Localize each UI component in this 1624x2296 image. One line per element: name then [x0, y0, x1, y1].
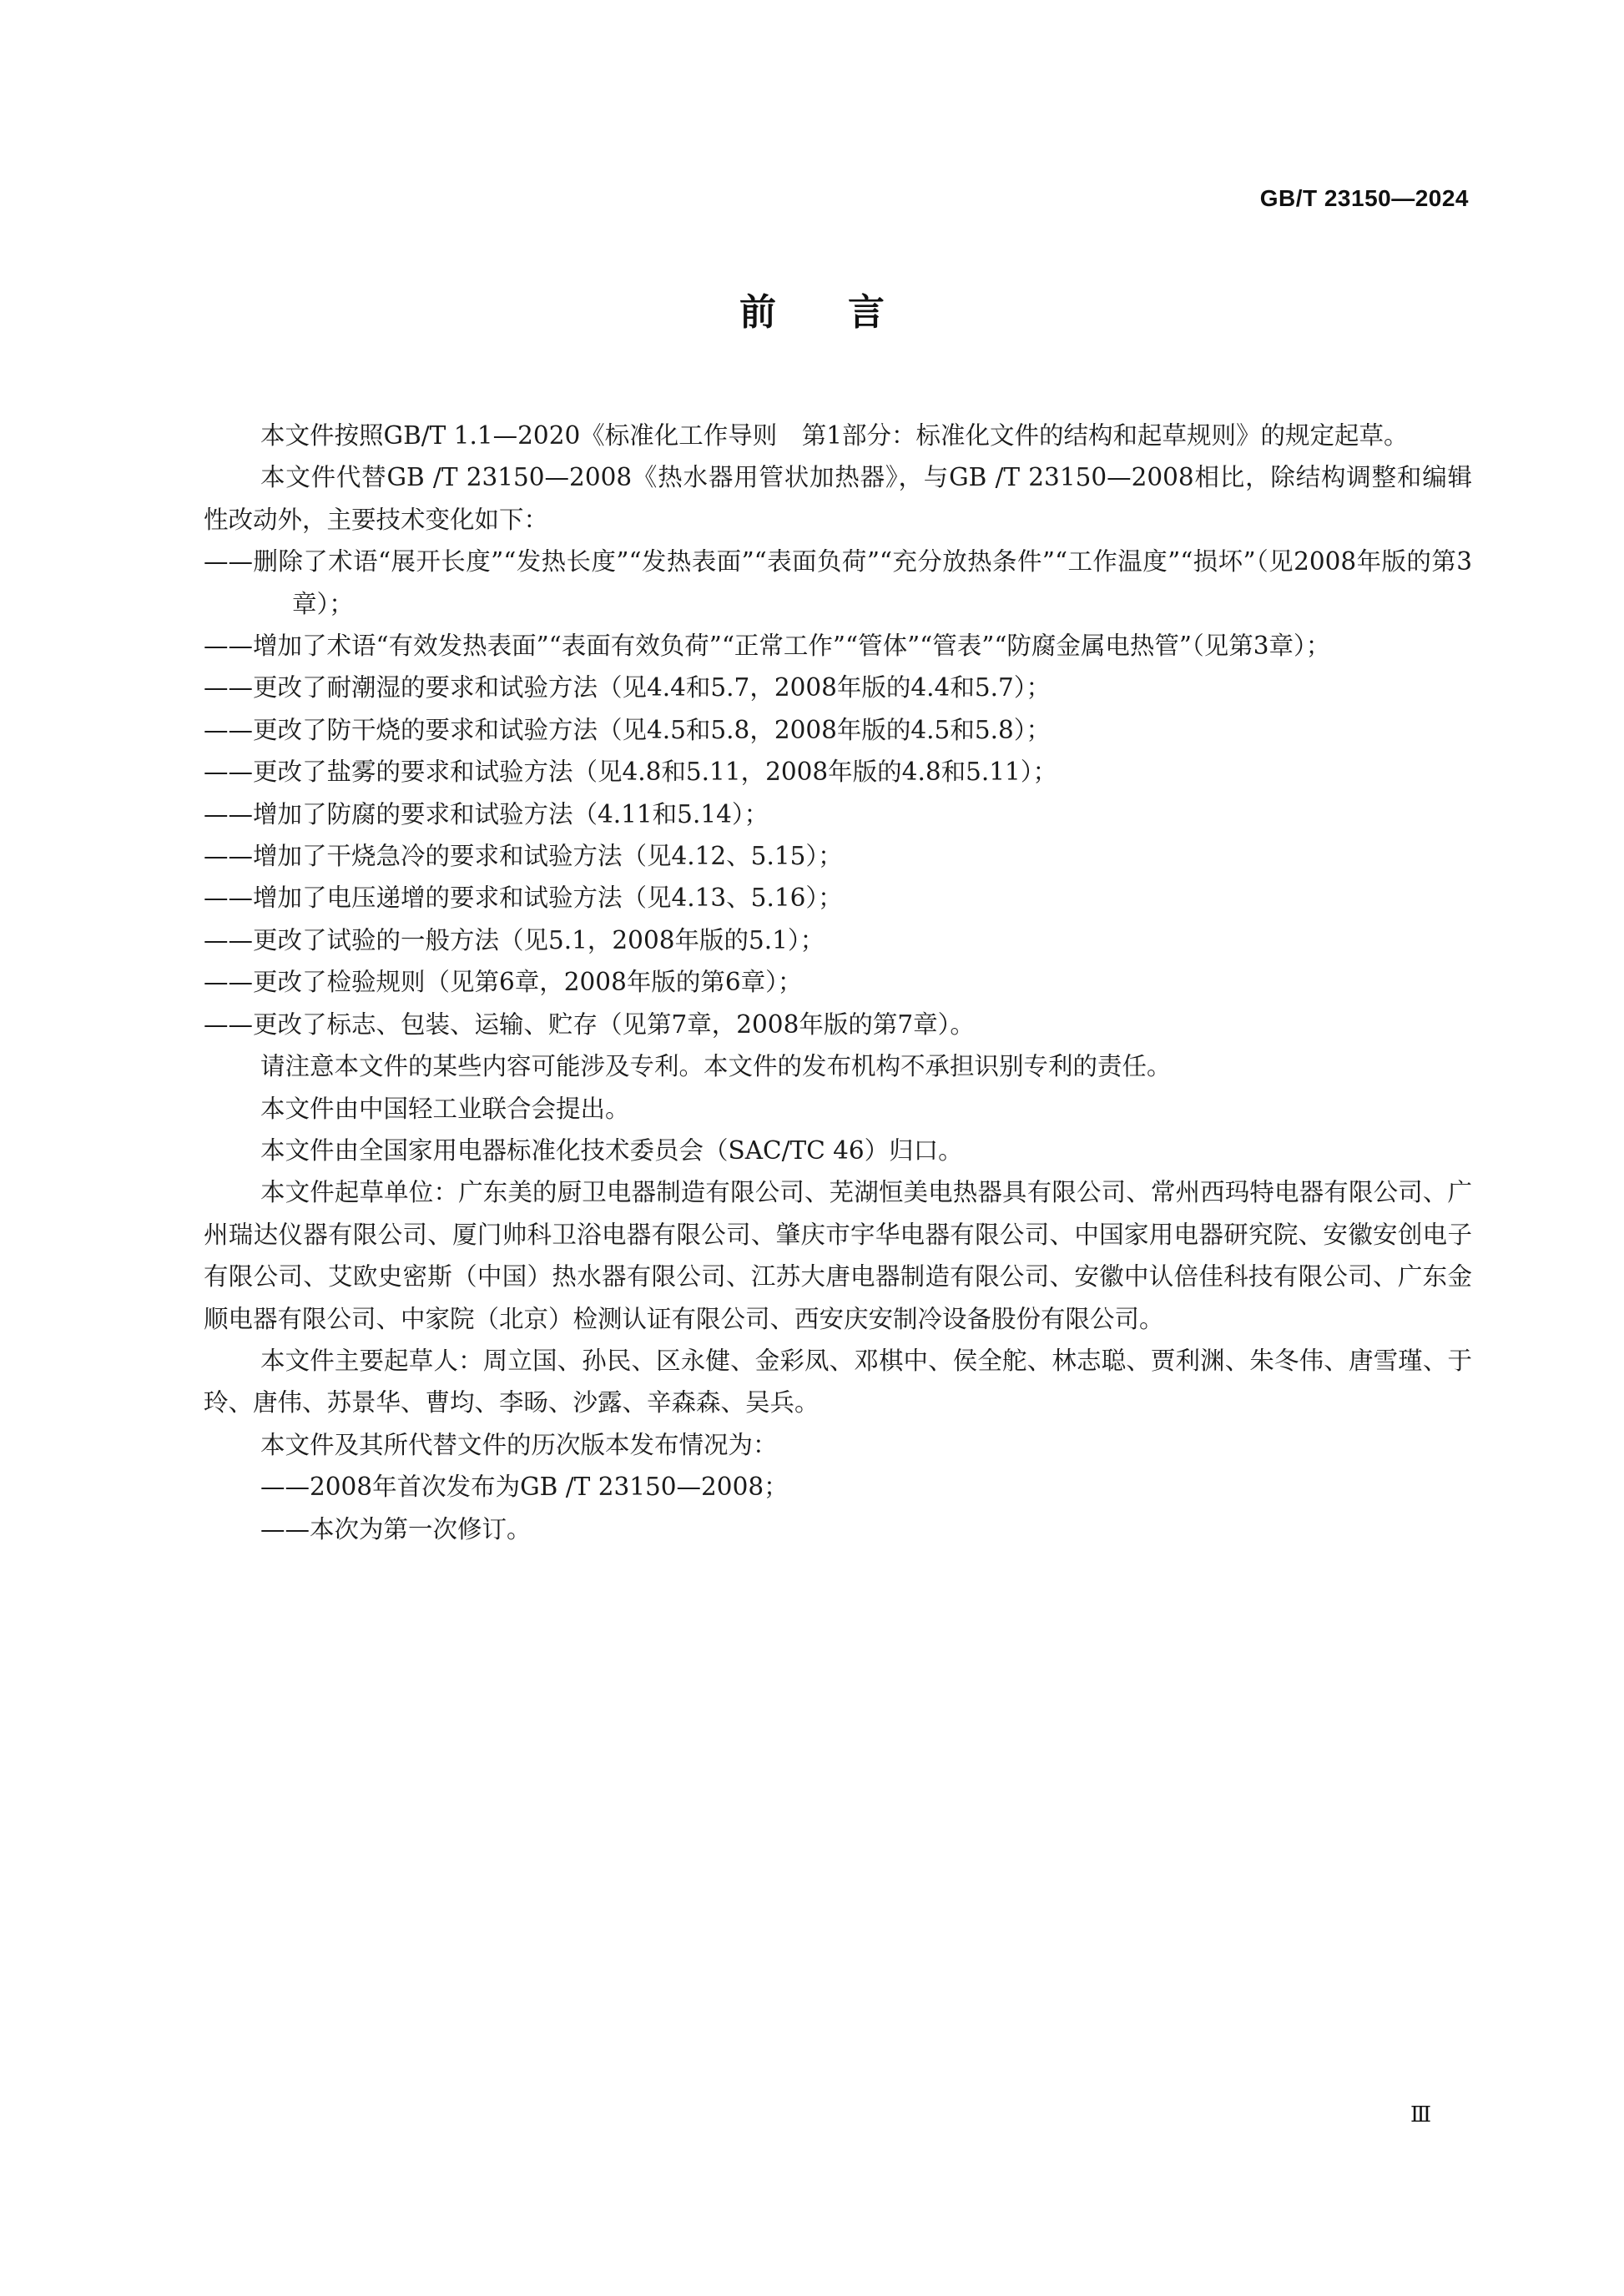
- standard-code: GB/T 23150—2024: [1259, 185, 1469, 211]
- history-item: ——本次为第一次修订。: [260, 1514, 532, 1543]
- paragraph-patent-notice: 请注意本文件的某些内容可能涉及专利。本文件的发布机构不承担识别专利的责任。: [260, 1052, 1172, 1081]
- change-item: ——更改了标志、包装、运输、贮存（见第7章，2008年版的第7章）。: [204, 1010, 975, 1039]
- change-item: ——更改了检验规则（见第6章，2008年版的第6章）；: [204, 968, 803, 997]
- change-item: ——增加了防腐的要求和试验方法（4.11和5.14）；: [204, 799, 769, 828]
- change-item: ——增加了术语“有效发热表面”“表面有效负荷”“正常工作”“管体”“管表”“防腐金属电热管”（见第3章）；: [204, 632, 1331, 661]
- page-title: 前言: [739, 291, 956, 334]
- paragraph-history-intro: 本文件及其所代替文件的历次版本发布情况为：: [260, 1430, 778, 1459]
- paragraph-committee: 本文件由全国家用电器标准化技术委员会（SAC/TC 46）归口。: [260, 1135, 963, 1165]
- change-item: ——更改了试验的一般方法（见5.1，2008年版的5.1）；: [204, 925, 825, 954]
- change-item: ——增加了电压递增的要求和试验方法（见4.13、5.16）；: [204, 884, 843, 913]
- paragraph-drafting-units: 本文件起草单位：广东美的厨卫电器制造有限公司、芜湖恒美电热器具有限公司、常州西玛特电器有限公司、广州瑞达仪器有限公司、厦门帅科卫浴电器有限公司、肇庆市宇华电器有限公司、中国家用电器研究院、安徽安创电子有限公司、艾欧史密斯（中国）热水器有限公司、江苏大唐电器制造有限公司、安徽中认倍佳科技有限公司、广东金顺电器有限公司、中家院（北京）检测认证有限公司、西安庆安制冷设备股份有限公司。: [204, 1178, 1472, 1333]
- paragraph-replacement: 本文件代替GB /T 23150—2008《热水器用管状加热器》，与GB /T 23150—2008相比，除结构调整和编辑性改动外，主要技术变化如下：: [204, 463, 1472, 534]
- change-item: ——更改了耐潮湿的要求和试验方法（见4.4和5.7，2008年版的4.4和5.7）；: [204, 673, 1051, 702]
- paragraph-proposer: 本文件由中国轻工业联合会提出。: [260, 1094, 630, 1123]
- change-item: ——增加了干烧急冷的要求和试验方法（见4.12、5.15）；: [204, 842, 843, 871]
- page-number: Ⅲ: [1410, 2102, 1432, 2127]
- change-item: ——更改了防干烧的要求和试验方法（见4.5和5.8，2008年版的4.5和5.8）；: [204, 715, 1051, 744]
- paragraph-drafters: 本文件主要起草人：周立国、孙民、区永健、金彩凤、邓棋中、侯全舵、林志聪、贾利渊、朱冬伟、唐雪瑾、于玲、唐伟、苏景华、曹均、李旸、沙露、辛森森、吴兵。: [204, 1346, 1472, 1417]
- change-item: ——删除了术语“展开长度”“发热长度”“发热表面”“表面负荷”“充分放热条件”“工作温度”“损坏”（见2008年版的第3章）；: [204, 547, 1472, 618]
- history-item: ——2008年首次发布为GB /T 23150—2008；: [260, 1473, 789, 1502]
- paragraph-drafting-rules: 本文件按照GB/T 1.1—2020《标准化工作导则 第1部分：标准化文件的结构和起草规则》的规定起草。: [260, 421, 1409, 450]
- change-item: ——更改了盐雾的要求和试验方法（见4.8和5.11，2008年版的4.8和5.11）；: [204, 758, 1058, 787]
- foreword-body: [204, 415, 1472, 1550]
